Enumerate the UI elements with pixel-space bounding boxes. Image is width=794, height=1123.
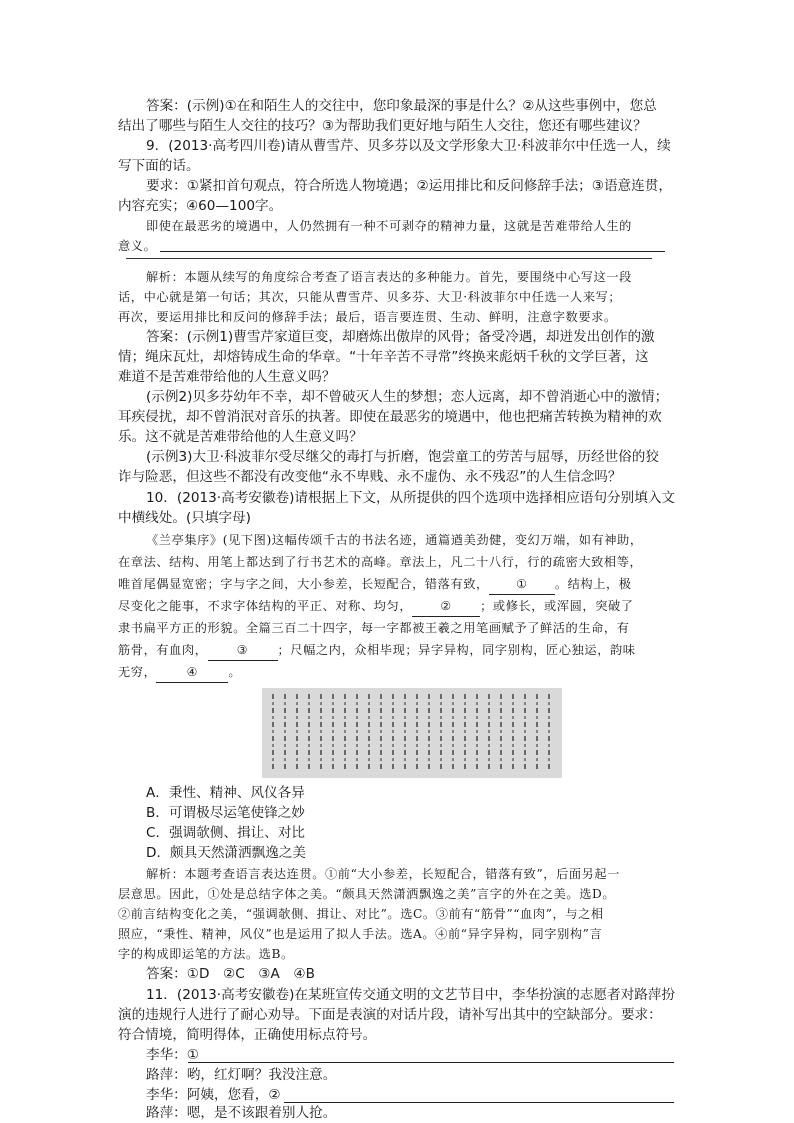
divider-line bbox=[126, 258, 652, 259]
question-10-line-2: 中横线处。(只填字母) bbox=[118, 510, 251, 526]
option-d: D．颇具天然潇洒飘逸之美 bbox=[146, 845, 306, 861]
fill-blank-2[interactable]: ② bbox=[412, 596, 480, 617]
fill-blank-3[interactable]: ③ bbox=[208, 640, 278, 661]
option-a: A．秉性、精神、风仪各异 bbox=[146, 785, 305, 801]
answer-9-example-1-line-3: 难道不是苦难带给他的人生意义吗？ bbox=[118, 369, 336, 385]
passage-line-1: 《兰亭集序》(见下图)这幅传颂千古的书法名迹，通篇遒美劲健，变幻万端，如有神助， bbox=[146, 533, 643, 547]
answer-9-example-2-line-3: 乐。这不就是苦难带给他的人生意义吗？ bbox=[118, 429, 363, 445]
dialogue-lu-ping-2: 路萍：嗯，是不该跟着别人抢。 bbox=[146, 1105, 337, 1121]
analysis-10-line-5: 字的构成即运笔的方法。选B。 bbox=[118, 947, 294, 961]
answer-8-line-1: 答案：(示例)①在和陌生人的交往中，您印象最深的事是什么？②从这些事例中，您总 bbox=[146, 98, 657, 114]
question-11-line-1: 11．(2013·高考安徽卷)在某班宣传交通文明的文艺节目中，李华扮演的志愿者对路萍扮 bbox=[146, 987, 676, 1003]
question-9-requirements-2: 内容充实；④60—100字。 bbox=[118, 198, 283, 214]
option-b: B．可谓极尽运笔使锋之妙 bbox=[146, 805, 305, 821]
passage-line-6: 筋骨，有血肉， ③ ；尺幅之内，众相毕现；异字异构，同字别构，匠心独运，韵味 bbox=[118, 640, 678, 661]
analysis-9-line-3: 再次，要运用排比和反问的修辞手法；最后，语言要连贯、生动、鲜明，注意字数要求。 bbox=[118, 310, 617, 324]
passage-line-2: 在章法、结构、用笔上都达到了行书艺术的高峰。章法上，凡二十八行，行的疏密大致相等， bbox=[118, 555, 643, 569]
fill-blank-4[interactable]: ④ bbox=[156, 662, 228, 683]
dialogue-blank-1[interactable] bbox=[188, 1062, 674, 1063]
passage-line-3: 唯首尾偶显宽密；字与字之间，大小参差，长短配合，错落有致， ① 。结构上，极 bbox=[118, 574, 678, 595]
fill-blank-1[interactable]: ① bbox=[489, 574, 555, 595]
analysis-10-line-4: 照应，“秉性、精神，风仪”也是运用了拟人手法。选A。④前“异字异构，同字别构”言 bbox=[118, 927, 603, 941]
question-9-prompt-1: 即使在最恶劣的境遇中，人仍然拥有一种不可剥夺的精神力量，这就是苦难带给人生的 bbox=[146, 219, 632, 233]
passage-line-4: 尽变化之能事，不求字体结构的平正、对称、均匀， ② ；或修长，或浑圆，突破了 bbox=[118, 596, 678, 617]
question-9-prompt-2: 意义。 bbox=[118, 239, 157, 253]
analysis-10-line-2: 层意思。因此，①处是总结字体之美。“颇具天然潇洒飘逸之美”言字的外在之美。选D。 bbox=[118, 887, 616, 901]
dialogue-li-hua-2: 李华：阿姨，您看，② bbox=[146, 1087, 281, 1103]
question-9-line-1: 9．(2013·高考四川卷)请从曹雪芹、贝多芬以及文学形象大卫·科波菲尔中任选一人，续 bbox=[146, 138, 671, 154]
passage-line-5: 隶书扁平方正的形貌。全篇三百二十四字，每一字都被王羲之用笔画赋予了鲜活的生命，有 bbox=[118, 621, 630, 635]
passage-line-7: 无穷， ④ 。 bbox=[118, 662, 678, 683]
answer-9-example-1-line-1: 答案：(示例1)曹雪芹家道巨变，却磨炼出傲岸的风骨；备受冷遇，却迸发出创作的激 bbox=[146, 329, 655, 345]
question-9-line-2: 写下面的话。 bbox=[118, 158, 200, 174]
dialogue-lu-ping-1: 路萍：哟，红灯啊？我没注意。 bbox=[146, 1067, 337, 1083]
answer-9-example-2-line-2: 耳疾侵扰，却不曾消泯对音乐的执著。即使在最恶劣的境遇中，他也把痛苦转换为精神的欢 bbox=[118, 409, 662, 425]
question-10-line-1: 10．(2013·高考安徽卷)请根据上下文，从所提供的四个选项中选择相应语句分别填入文 bbox=[146, 490, 676, 506]
analysis-10-line-1: 解析：本题考查语言表达连贯。①前“大小参差，长短配合，错落有致”，后面另起一 bbox=[146, 867, 621, 881]
answer-10: 答案：①D ②C ③A ④B bbox=[146, 966, 315, 982]
analysis-9-line-2: 话，中心就是第一句话；其次，只能从曹雪芹、贝多芬、大卫·科波菲尔中任选一人来写； bbox=[118, 290, 622, 304]
question-11-line-2: 演的违规行人进行了耐心劝导。下面是表演的对话片段，请补写出其中的空缺部分。要求： bbox=[118, 1007, 662, 1023]
question-11-line-3: 符合情境，简明得体，正确使用标点符号。 bbox=[118, 1027, 377, 1043]
dialogue-li-hua-1: 李华：① bbox=[146, 1047, 199, 1063]
question-9-requirements-1: 要求：①紧扣首句观点，符合所选人物境遇；②运用排比和反问修辞手法；③语意连贯， bbox=[146, 178, 672, 194]
answer-9-example-3-line-1: (示例3)大卫·科波菲尔受尽继父的毒打与折磨，饱尝童工的劳苦与屈辱，历经世俗的狡 bbox=[146, 449, 659, 465]
answer-9-example-2-line-1: (示例2)贝多芬幼年不幸，却不曾破灭人生的梦想；恋人远离，却不曾消逝心中的激情； bbox=[146, 389, 669, 405]
analysis-10-line-3: ②前言结构变化之美，“强调欹侧、揖让、对比”。选C。③前有“筋骨”“血肉”，与之相 bbox=[118, 907, 604, 921]
calligraphy-image bbox=[262, 688, 562, 778]
option-c: C．强调欹侧、揖让、对比 bbox=[146, 825, 306, 841]
answer-9-example-1-line-2: 情；绳床瓦灶，却熔铸成生命的华章。“十年辛苦不寻常”终换来彪炳千秋的文学巨著，这 bbox=[118, 349, 649, 365]
answer-9-example-3-line-2: 诈与险恶，但这些不都没有改变他“永不卑贱、永不虚伪、永不残忍”的人生信念吗？ bbox=[118, 469, 622, 485]
answer-blank-line bbox=[160, 251, 665, 252]
analysis-9-line-1: 解析：本题从续写的角度综合考查了语言表达的多种能力。首先，要围绕中心写这一段 bbox=[146, 270, 632, 284]
answer-8-line-2: 结出了哪些与陌生人交往的技巧？③为帮助我们更好地与陌生人交往，您还有哪些建议？ bbox=[118, 118, 647, 134]
